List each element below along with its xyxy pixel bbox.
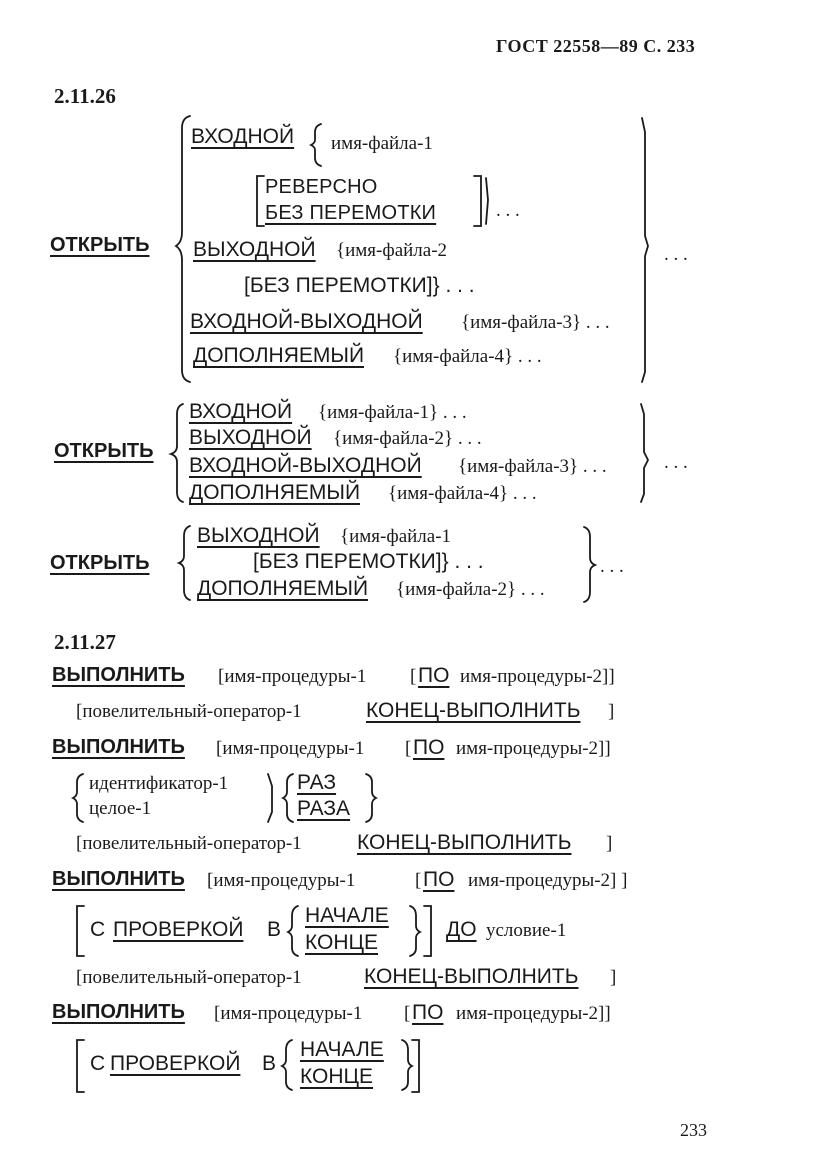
open-verb: ОТКРЫТЬ [54,440,154,462]
imperative-statement: [повелительный-оператор-1 [76,967,302,988]
input-keyword: ВХОДНОЙ [191,125,295,148]
end-perform-keyword: КОНЕЦ-ВЫПОЛНИТЬ [366,699,581,722]
file-name: {имя-файла-2 [336,240,448,261]
procedure-name: [имя-процедуры-1 [218,666,367,687]
bracket: ] [608,701,615,722]
file-name: {имя-файла-3} . . . [458,456,607,477]
output-keyword: ВЫХОДНОЙ [189,426,312,449]
file-name: {имя-файла-1} . . . [318,402,467,423]
no-rewind-option: [БЕЗ ПЕРЕМОТКИ]} . . . [253,550,484,573]
after-keyword: КОНЦЕ [300,1065,374,1088]
end-perform-keyword: КОНЕЦ-ВЫПОЛНИТЬ [364,965,579,988]
in-keyword: В [267,918,282,941]
times-keyword: РАЗА [297,797,351,820]
extend-keyword: ДОПОЛНЯЕМЫЙ [193,344,365,367]
before-keyword: НАЧАЛЕ [305,904,389,927]
perform-verb: ВЫПОЛНИТЬ [52,664,185,686]
file-name: {имя-файла-1 [340,526,452,547]
output-keyword: ВЫХОДНОЙ [197,524,320,547]
after-keyword: КОНЦЕ [305,931,379,954]
procedure-name: имя-процедуры-2]] [456,1003,611,1024]
in-keyword: В [262,1052,277,1075]
procedure-name: имя-процедуры-2] ] [468,870,628,891]
extend-keyword: ДОПОЛНЯЕМЫЙ [189,481,361,504]
until-keyword: ДО [446,918,477,941]
thru-keyword: ПО [418,664,450,687]
thru-keyword: ПО [412,1001,444,1024]
file-name: {имя-файла-3} . . . [461,312,610,333]
ellipsis: . . . [496,200,520,221]
ellipsis: . . . [664,244,688,265]
identifier: идентификатор-1 [89,773,229,794]
bracket: ] [606,833,613,854]
section-number-2-11-26: 2.11.26 [54,84,116,108]
end-perform-keyword: КОНЕЦ-ВЫПОЛНИТЬ [357,831,572,854]
procedure-name: имя-процедуры-2]] [460,666,615,687]
thru-keyword: ПО [423,868,455,891]
test-keyword: ПРОВЕРКОЙ [110,1052,241,1075]
with-keyword: С [90,1052,106,1075]
reversed-keyword: РЕВЕРСНО [265,176,378,198]
perform-verb: ВЫПОЛНИТЬ [52,1001,185,1023]
page-number: 233 [680,1120,707,1140]
ellipsis: . . . [600,556,624,577]
condition: условие-1 [486,920,567,941]
file-name: имя-файла-1 [331,133,433,154]
perform-verb: ВЫПОЛНИТЬ [52,868,185,890]
test-keyword: ПРОВЕРКОЙ [113,918,244,941]
bracket: [ [410,666,417,687]
open-verb: ОТКРЫТЬ [50,234,150,256]
integer: целое-1 [89,798,152,819]
no-rewind-option: [БЕЗ ПЕРЕМОТКИ]} . . . [244,274,475,297]
input-output-keyword: ВХОДНОЙ-ВЫХОДНОЙ [189,454,422,477]
bracket: [ [415,870,422,891]
before-keyword: НАЧАЛЕ [300,1038,384,1061]
file-name: {имя-файла-4} . . . [388,483,537,504]
ellipsis: . . . [664,452,688,473]
input-keyword: ВХОДНОЙ [189,400,293,423]
bracket: ] [610,967,617,988]
procedure-name: имя-процедуры-2]] [456,738,611,759]
file-name: {имя-файла-2} . . . [333,428,482,449]
with-keyword: С [90,918,106,941]
imperative-statement: [повелительный-оператор-1 [76,833,302,854]
bracket: [ [404,1003,411,1024]
times-keyword: РАЗ [297,771,337,794]
file-name: {имя-файла-2} . . . [396,579,545,600]
section-number-2-11-27: 2.11.27 [54,630,116,654]
perform-verb: ВЫПОЛНИТЬ [52,736,185,758]
no-rewind-keyword: БЕЗ ПЕРЕМОТКИ [265,202,437,224]
file-name: {имя-файла-4} . . . [393,346,542,367]
running-title: ГОСТ 22558—89 С. 233 [496,36,696,56]
procedure-name: [имя-процедуры-1 [216,738,365,759]
input-output-keyword: ВХОДНОЙ-ВЫХОДНОЙ [190,310,423,333]
thru-keyword: ПО [413,736,445,759]
output-keyword: ВЫХОДНОЙ [193,238,316,261]
procedure-name: [имя-процедуры-1 [207,870,356,891]
procedure-name: [имя-процедуры-1 [214,1003,363,1024]
open-verb: ОТКРЫТЬ [50,552,150,574]
extend-keyword: ДОПОЛНЯЕМЫЙ [197,577,369,600]
bracket: [ [405,738,412,759]
imperative-statement: [повелительный-оператор-1 [76,701,302,722]
